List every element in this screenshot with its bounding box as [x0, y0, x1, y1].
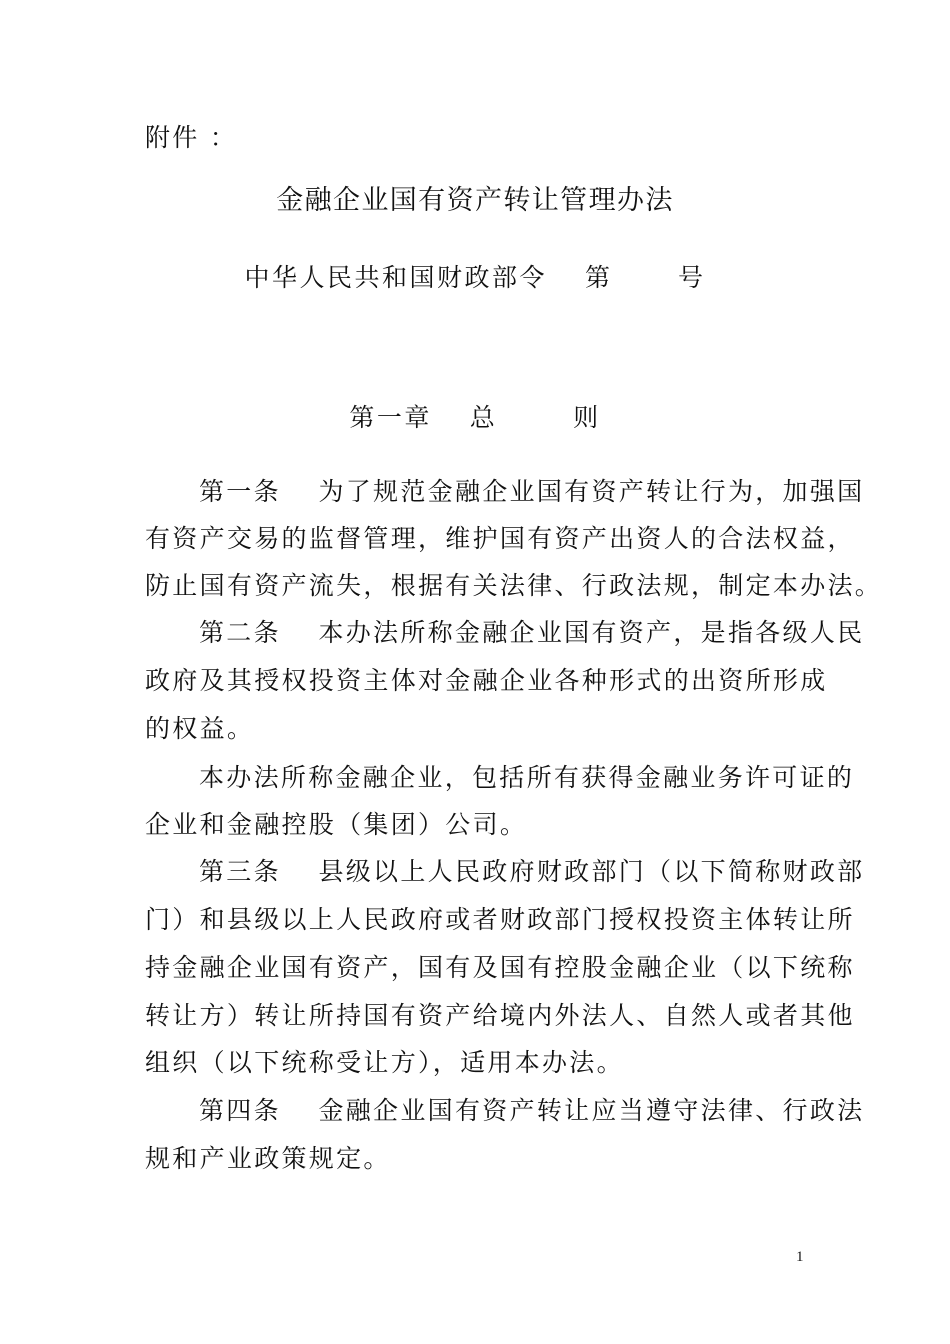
article-4-line-2: 规和产业政策规定。: [145, 1144, 391, 1173]
page-number: 1: [796, 1249, 804, 1265]
article-3-line-1: 第三条 县级以上人民政府财政部门（以下简称财政部: [199, 857, 865, 886]
article-4-line-1: 第四条 金融企业国有资产转让应当遵守法律、行政法: [199, 1096, 865, 1125]
paragraph-line-2: 企业和金融控股（集团）公司。: [145, 810, 528, 839]
article-3-line-4: 转让方）转让所持国有资产给境内外法人、自然人或者其他: [145, 1001, 855, 1030]
article-3-line-3: 持金融企业国有资产，国有及国有控股金融企业（以下统称: [145, 953, 855, 982]
chapter-heading: 第一章 总 则: [349, 403, 601, 432]
attachment-label: 附件 ：: [145, 123, 238, 152]
ministry-order-line: 中华人民共和国财政部令 第 号: [244, 263, 706, 292]
article-2-line-1: 第二条 本办法所称金融企业国有资产，是指各级人民: [199, 618, 865, 647]
article-2-line-3: 的权益。: [145, 714, 255, 743]
article-1-line-3: 防止国有资产流失，根据有关法律、行政法规，制定本办法。: [145, 571, 883, 600]
article-2-line-2: 政府及其授权投资主体对金融企业各种形式的出资所形成: [145, 666, 828, 695]
document-title: 金融企业国有资产转让管理办法: [276, 185, 674, 216]
article-1-line-1: 第一条 为了规范金融企业国有资产转让行为，加强国: [199, 477, 865, 506]
article-3-line-2: 门）和县级以上人民政府或者财政部门授权投资主体转让所: [145, 905, 855, 934]
paragraph-line-1: 本办法所称金融企业，包括所有获得金融业务许可证的: [199, 763, 855, 792]
article-3-line-5: 组织（以下统称受让方），适用本办法。: [145, 1048, 624, 1077]
article-1-line-2: 有资产交易的监督管理，维护国有资产出资人的合法权益，: [145, 524, 855, 553]
